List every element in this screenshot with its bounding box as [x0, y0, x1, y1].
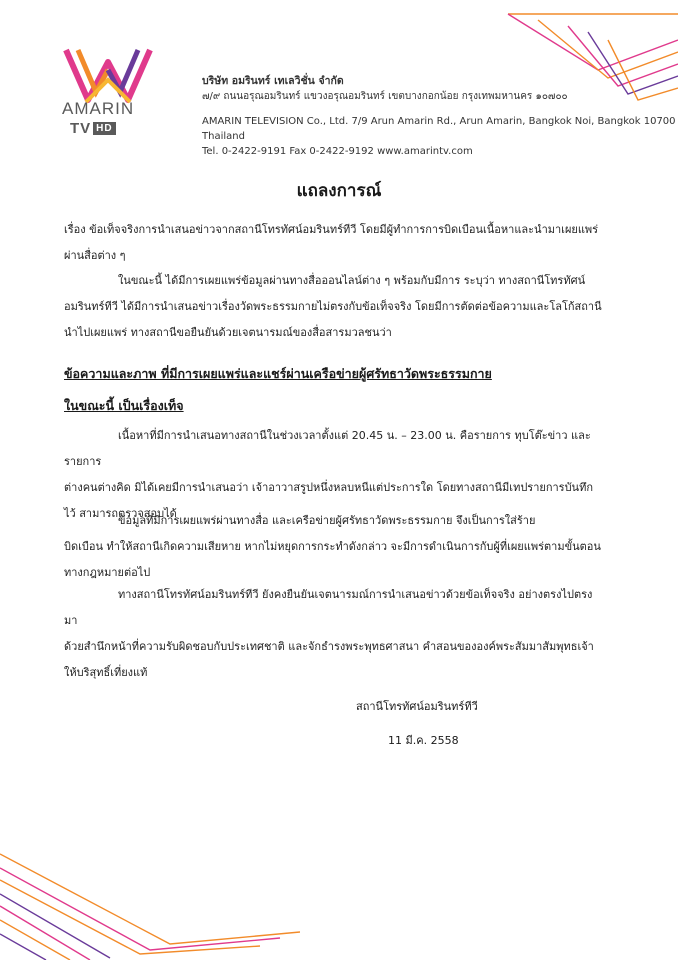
- heading-line-1: ข้อความและภาพ ที่มีการเผยแพร่และแชร์ผ่านเครือข่ายผู้ศรัทธาวัดพระธรรมกาย: [64, 366, 492, 381]
- heading-line-2: ในขณะนี้ เป็นเรื่องเท็จ: [64, 398, 184, 413]
- p3-line-3: ทางกฎหมายต่อไป: [64, 566, 151, 579]
- p4-line-2: ด้วยสำนึกหน้าที่ความรับผิดชอบกับประเทศชาติ และจักธำรงพระพุทธศาสนา คำสอนขององค์พระสัมมาสัมพุทธเจ้า: [64, 640, 594, 653]
- p4-line-3: ให้บริสุทธิ์เที่ยงแท้: [64, 666, 148, 679]
- signature: สถานีโทรทัศน์อมรินทร์ทีวี: [356, 700, 478, 713]
- p4-line-1: ทางสถานีโทรทัศน์อมรินทร์ทีวี ยังคงยืนยันเจตนารมณ์การนำเสนอข่าวด้วยข้อเท็จจริง อย่างตรงไปตรงมา: [64, 588, 593, 627]
- paragraph-4: [64, 582, 604, 686]
- p2-line-2: ต่างคนต่างคิด มิได้เคยมีการนำเสนอว่า เจ้าอาวาสรูปหนึ่งหลบหนีแต่ประการใด โดยทางสถานีมีเทปรายการบันทึก: [64, 481, 593, 494]
- p2-line-1: เนื้อหาที่มีการนำเสนอทางสถานีในช่วงเวลาตั้งแต่ 20.45 น. – 23.00 น. คือรายการ ทุบโต๊ะข่าว และรายการ: [64, 429, 591, 468]
- subject-line-1: เรื่อง ข้อเท็จจริงการนำเสนอข่าวจากสถานีโทรทัศน์อมรินทร์ทีวี โดยมีผู้ทำการการบิดเบือนเนื้อหาและนำมาเผยแพร่: [64, 223, 599, 236]
- company-thai-address: ๗/๙ ถนนอรุณอมรินทร์ แขวงอรุณอมรินทร์ เขตบางกอกน้อย กรุงเทพมหานคร ๑๐๗๐๐: [202, 91, 568, 102]
- p3-line-1: ข้อมูลที่มีการเผยแพร่ผ่านทางสื่อ และเครือข่ายผู้ศรัทธาวัดพระธรรมกาย จึงเป็นการใส่ร้าย: [118, 514, 536, 527]
- logo-tv-text: TV: [70, 120, 92, 137]
- p2-line-3: ไว้ สามารถตรวจสอบได้: [64, 507, 177, 520]
- logo-tv: [70, 120, 116, 137]
- p3-line-2: บิดเบือน ทำให้สถานีเกิดความเสียหาย หากไม่หยุดการกระทำดังกล่าว จะมีการดำเนินการกับผู้ที่เผยแพร่ตามขั้นตอน: [64, 540, 601, 553]
- subject-paragraph: [64, 217, 604, 269]
- statement-heading: [64, 358, 604, 422]
- p1-line-1: ในขณะนี้ ได้มีการเผยแพร่ข้อมูลผ่านทางสื่อออนไลน์ต่าง ๆ พร้อมกับมีการ ระบุว่า ทางสถานีโทรทัศน์: [118, 274, 586, 287]
- document-title: แถลงการณ์: [296, 181, 382, 201]
- p1-line-2: อมรินทร์ทีวี ได้มีการนำเสนอข่าวเรื่องวัดพระธรรมกายไม่ตรงกับข้อเท็จจริง โดยมีการตัดต่อข้อความและโลโก้สถานี: [64, 300, 602, 313]
- document-date: 11 มี.ค. 2558: [388, 734, 459, 747]
- subject-line-2: ผ่านสื่อต่าง ๆ: [64, 249, 126, 262]
- paragraph-3: [64, 508, 604, 586]
- company-header: [202, 74, 678, 159]
- company-en-address: AMARIN TELEVISION Co., Ltd. 7/9 Arun Amarin Rd., Arun Amarin, Bangkok Noi, Bangkok 10700 Thailand: [202, 116, 676, 142]
- logo-hd-badge: HD: [93, 122, 115, 135]
- logo-wordmark: AMARIN: [62, 99, 135, 118]
- decorative-stripes-bottom: [0, 840, 300, 960]
- paragraph-1: [64, 268, 604, 346]
- p1-line-3: นำไปเผยแพร่ ทางสถานีขอยืนยันด้วยเจตนารมณ์ของสื่อสารมวลชนว่า: [64, 326, 392, 339]
- company-contact: Tel. 0-2422-9191 Fax 0-2422-9192 www.amarintv.com: [202, 146, 473, 157]
- company-thai-name: บริษัท อมรินทร์ เทเลวิชั่น จำกัด: [202, 75, 344, 87]
